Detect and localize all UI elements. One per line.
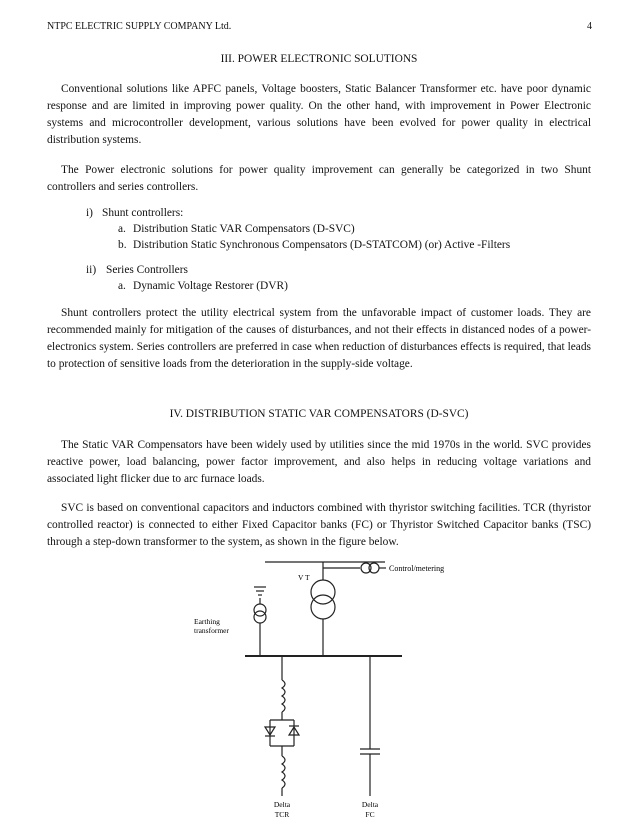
section-4-title: IV. DISTRIBUTION STATIC VAR COMPENSATORS (D-SVC) bbox=[169, 408, 469, 420]
page-number: 4 bbox=[587, 21, 592, 32]
company-name: NTPC ELECTRIC SUPPLY COMPANY Ltd. bbox=[47, 21, 232, 32]
section-4-paragraph-1: The Static VAR Compensators have been widely used by utilities since the mid 1970s in the world. SVC provides reactive power, load balancing, power factor improvement, and also helps in reducing voltage variations and associated light flicker due to arc furnace loads. bbox=[47, 439, 591, 485]
list-marker-ii: ii) bbox=[86, 264, 97, 276]
transformer-secondary bbox=[311, 595, 335, 619]
list-item-d-statcom: Distribution Static Synchronous Compensators (D-STATCOM) (or) Active -Filters bbox=[133, 239, 511, 251]
list-marker-i-b: b. bbox=[118, 239, 127, 251]
earthing-label-line-2: transformer bbox=[194, 626, 229, 635]
transformer-primary bbox=[311, 580, 335, 604]
fc-label-line-2: FC bbox=[365, 810, 375, 819]
list-item-dvr: Dynamic Voltage Restorer (DVR) bbox=[133, 280, 288, 292]
section-3-paragraph-3: Shunt controllers protect the utility electrical system from the unfavorable impact of customer loads. They are recommended mainly for mitigation of the causes of disturbances, and not their effects in distanced nodes of a power-electronics system. Series controllers are preferred in case when reduction of disturbances effects is required, that leads to protection of sensitive loads from the deterioration in the supply-side voltage. bbox=[47, 307, 591, 370]
tcr-inductor-bottom bbox=[282, 756, 285, 788]
earthing-transformer-coil-2 bbox=[254, 611, 266, 623]
fc-label-line-1: Delta bbox=[361, 800, 379, 809]
earthing-transformer-coil-1 bbox=[254, 604, 266, 616]
list-marker-i: i) bbox=[86, 207, 93, 219]
section-3-paragraph-1: Conventional solutions like APFC panels, Voltage boosters, Static Balancer Transformer etc. have poor dynamic response and are limited in improving power quality. On the other hand, with improvement in Power Electronic systems and microcontroller development, various solutions have been evolved for power quality in electrical distribution systems. bbox=[47, 83, 591, 146]
tcr-inductor-top bbox=[282, 680, 285, 712]
section-4-paragraph-2: SVC is based on conventional capacitors and inductors combined with thyristor switching facilities. TCR (thyristor controlled reactor) is connected to either Fixed Capacitor banks (FC) or Thyristor Switched Capacitor banks (TSC) through a step-down transformer to the system, as shown in the figure below. bbox=[47, 502, 591, 548]
tcr-label-line-2: TCR bbox=[274, 810, 290, 819]
earthing-label-line-1: Earthing bbox=[194, 617, 220, 626]
list-item-shunt-controllers: Shunt controllers: bbox=[102, 207, 184, 219]
list-marker-ii-a: a. bbox=[118, 280, 126, 292]
page-header bbox=[47, 21, 592, 37]
svc-circuit-diagram bbox=[190, 560, 445, 825]
control-metering-label: Control/metering bbox=[389, 564, 445, 573]
list-item-d-svc: Distribution Static VAR Compensators (D-SVC) bbox=[133, 223, 355, 235]
list-item-series-controllers: Series Controllers bbox=[106, 264, 188, 276]
tcr-label-line-1: Delta bbox=[273, 800, 291, 809]
section-3-title: III. POWER ELECTRONIC SOLUTIONS bbox=[220, 53, 418, 65]
section-3-paragraph-2: The Power electronic solutions for power quality improvement can generally be categorized in two Shunt controllers and series controllers. bbox=[47, 164, 591, 193]
list-marker-i-a: a. bbox=[118, 223, 126, 235]
vt-label: V T bbox=[298, 573, 310, 582]
